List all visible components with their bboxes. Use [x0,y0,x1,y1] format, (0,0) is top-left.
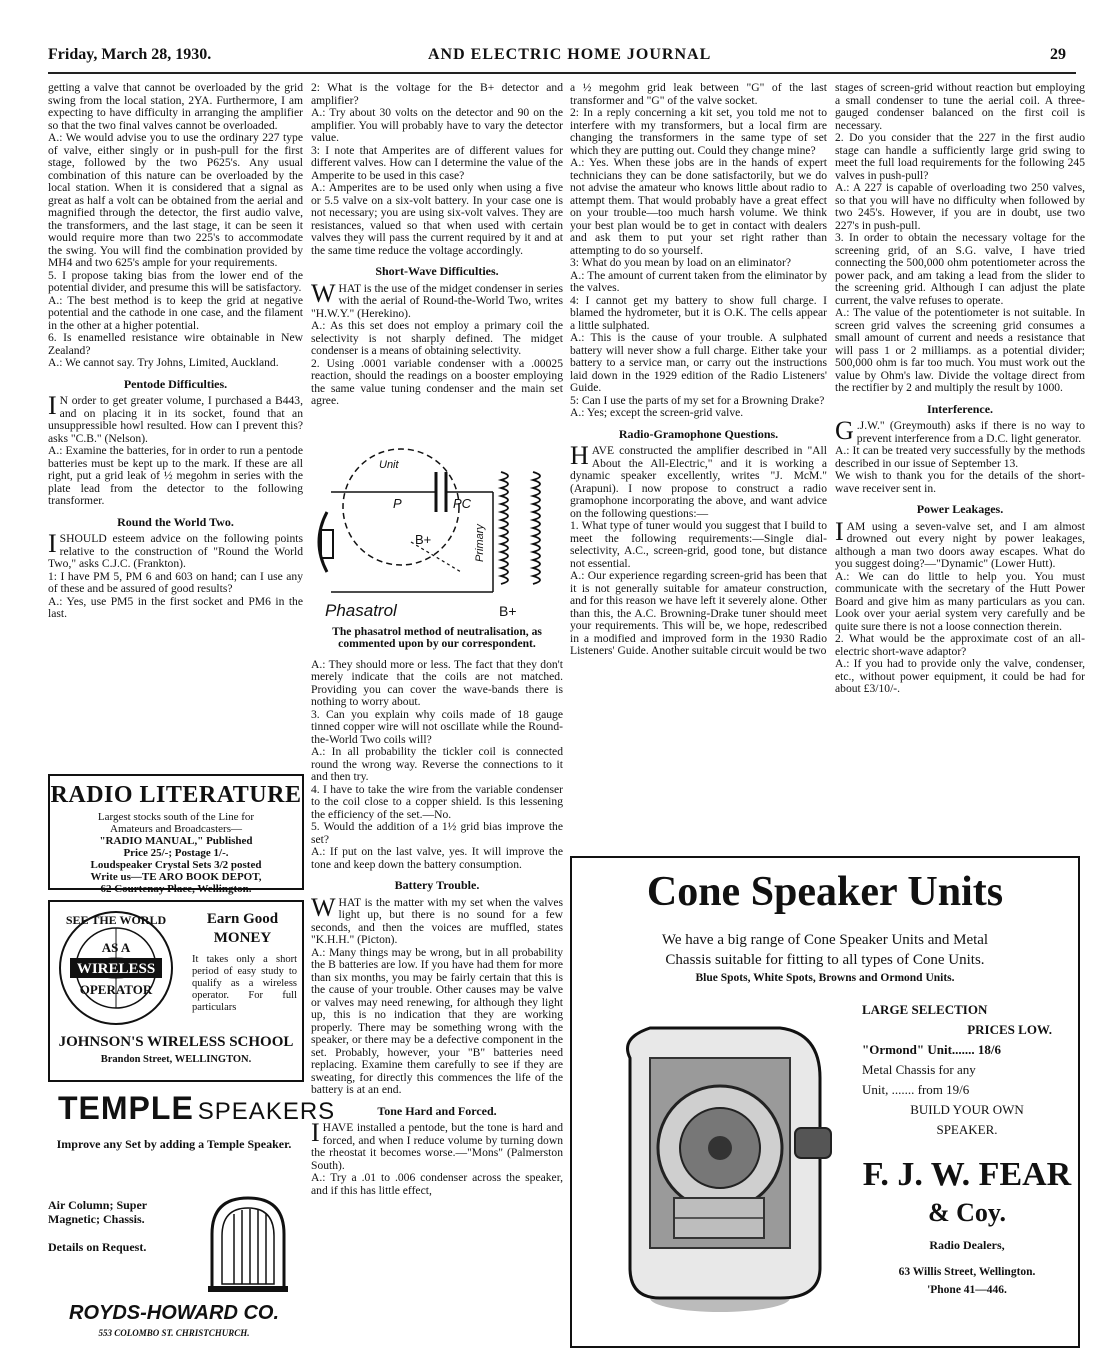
col4-para: 3. In order to obtain the necessary voltage for the screening grid, of an S.G. valve, I have tried connecting the 500,000 ohm potentiometer across the power pack, and am taking a lead from the slider to the screening grid. Although I can adjust the plate current, the valve refuses to operate. [835,231,1085,307]
col4-para: 2. Do you consider that the 227 in the first audio stage can handle a sufficiently large grid swing to meet the full load requirements for the following 245 valves in push-pull? [835,131,1085,182]
col1-para: 5. I propose taking bias from the lower end of the potential divider, and presume this will be satisfactory. [48,268,303,294]
earn-line: Earn Good [206,911,279,927]
drop-cap: I [48,391,57,420]
col3-para: A.: The amount of current taken from the eliminator by the valves. [570,268,827,294]
col3-para: a ½ megohm grid leak between "G" of the last transformer and "G" of the valve socket. [570,82,827,107]
temple-name-text: TEMPLE [58,1090,194,1126]
firm-name: F. J. W. FEAR [862,1156,1072,1193]
header-date: Friday, March 28, 1930. [48,46,212,63]
ad-line: Price 25/-; Postage 1/-. [123,847,229,859]
fig-primary-label: Primary [474,523,486,562]
drop-cap: H [570,441,589,470]
cone-title: Cone Speaker Units [646,869,1004,915]
heading-round-world: Round the World Two. [117,514,234,529]
cone-line: We have a big range of Cone Speaker Units and Metal [661,932,989,948]
fig-pc-label: PC [453,495,472,511]
firm-phone: 'Phone 41—446. [927,1284,1007,1296]
heading-pentode: Pentode Difficulties. [123,376,228,391]
phasatrol-circuit-diagram [311,412,561,622]
seal-top-text: SEE THE WORLD [65,913,167,927]
col4-para: stages of screen-grid without reaction but employing a small condenser to tune the aerial coil. A three-gauged condenser balanced on the first coil is necessary. [835,82,1085,132]
ad-body [50,811,302,895]
col3-para: A.: Yes. When these jobs are in the hands of expert technicians they can be done satisfactorily, but we do not advise the amateur who knows little about radio to attempt them. That would probably have a great effect on your trouble—too much harsh volume. We think your best plan would be to get in contact with dealers and ask them to put your set right rather than attempting to do so yourself. [570,156,827,257]
speaker-label: SPEAKER. [936,1122,998,1137]
cone-offer [862,1000,1072,1140]
col1-para: A.: Examine the batteries, for in order to run a pentode batteries must be kept up to the mark. If these are all right, put a grid leak of ½ megohm in series with the plate lead from the detector to the following transformer. [48,444,303,507]
col3-para [570,441,827,520]
col2-para: A.: As this set does not employ a primary coil the selectivity is not sharply defined. The midget condenser is a means of obtaining selectivity. [311,319,563,357]
drop-cap: I [48,529,57,558]
col2-para: 2: What is the voltage for the B+ detector and amplifier? [311,82,563,107]
fig-p-label: P [393,495,402,511]
col1-text: SHOULD esteem advice on the following points relative to the construction of "Round the World Two," asks C.J.C. (Frankton). [48,532,303,570]
heading-radio-gramophone: Radio-Gramophone Questions. [618,426,779,441]
col2-para: 5. Would the addition of a 1½ grid bias improve the set? [311,820,563,846]
fig-bplus-label: B+ [415,531,432,547]
earn-line: MONEY [213,930,272,946]
col2-para: A.: Try a .01 to .006 condenser across the speaker, and if this has little effect, [311,1171,563,1197]
globe-seal-icon [56,908,176,1028]
seal-operator-text: OPERATOR [79,982,153,997]
radio-cabinet-icon [198,1194,298,1294]
figure-caption: The phasatrol method of neutralisation, as commented upon by our correspondent. [332,624,542,650]
col1-para [48,391,303,445]
column-2 [311,82,563,1350]
col2-para: 4. I have to take the wire from the variable condenser to the coil close to a copper shield. Is this lessening the efficiency of the set.—No. [311,782,563,821]
drop-cap: G [835,416,854,445]
col3-para: 4: I cannot get my battery to show full charge. I blamed the hydrometer, but it is O.K. The cells appear a little sulphated. [570,293,827,332]
col1-para: 1: I have PM 5, PM 6 and 603 on hand; can I use any of these and be assured of good results? [48,569,303,595]
fig-phasatrol-label: Phasatrol [325,600,397,620]
col4-text: .J.W." (Greymouth) asks if there is no way to prevent interference from a D.C. light generator. [856,419,1085,445]
ormond-price: "Ormond" Unit....... 18/6 [862,1042,1002,1057]
col2-para: 3. Can you explain why coils made of 18 gauge tinned copper wire will not oscillate while the Round-the-World Two coils will? [311,707,563,746]
drop-cap: I [835,516,844,546]
heading-tone: Tone Hard and Forced. [377,1103,497,1118]
col4-para: A.: A 227 is capable of overloading two 250 valves, so that you will have no difficulty when followed by two 245's. However, if you are in doubt, use two 227's in push-pull. [835,181,1085,232]
header-title: AND ELECTRIC HOME JOURNAL [428,46,712,63]
col1-para: getting a valve that cannot be overloaded by the grid swing from the local station, 2YA. Furthermore, I am expecting to have difficulty in arranging the amplifier so that the two final valves cannot be overloaded. [48,82,303,132]
col3-para: 3: What do you mean by load on an eliminator? [570,256,791,269]
temple-firm-name: ROYDS-HOWARD CO. [69,1302,279,1324]
ad-line: "RADIO MANUAL," Published [99,835,253,847]
ad-line: Amateurs and Broadcasters— [110,823,242,835]
temple-features [48,1198,198,1254]
speaker-unit-icon [590,998,850,1328]
drop-cap: W [311,278,336,308]
firm-address: 63 Willis Street, Wellington. [898,1266,1036,1278]
temple-firm-address: 553 COLOMBO ST. CHRISTCHURCH. [98,1328,250,1338]
temple-speakers-text: SPEAKERS [197,1098,336,1125]
col3-para: 2: In a reply concerning a kit set, you told me not to interfere with my transformers, but a local firm are changing the transformers in the same type of set which they are putting out. Could they change mine? [570,106,827,157]
col2-para: A.: They should more or less. The fact that they don't merely indicate that the coils are not matched. Providing you can cover the wave-bands there is nothing to worry about. [311,657,563,708]
col4-para: 2. What would be the approximate cost of an all-electric short-wave adaptor? [835,632,1085,658]
school-address: Brandon Street, WELLINGTON. [100,1054,252,1065]
temple-brand [58,1090,336,1127]
temple-line: Air Column; Super [48,1198,148,1212]
col2-para: 3: I note that Amperites are of different values for different valves. How can I determine the value of the Amperite to be used in this case? [311,143,563,182]
col4-para [835,516,1085,571]
heading-battery: Battery Trouble. [394,878,480,892]
column-3 [570,82,827,837]
col2-para [311,278,563,321]
ad-line: Write us—TE ARO BOOK DEPOT, [90,871,262,883]
col2-para: 2. Using .0001 variable condenser with a .00025 reaction, should the readings on a booster employing the same value tuning condenser and the main set agree. [311,356,563,407]
col1-para: 6. Is enamelled resistance wire obtainable in New Zealand? [48,331,303,357]
fig-unit-label: Unit [379,458,399,471]
col3-para: A.: This is the cause of your trouble. A sulphated battery will never show a full charge. Either take your battery to a service man, or carry out the instructions laid down in the 1929 edition of the Radio Listeners' Guide. [570,331,827,394]
col2-para [311,892,563,947]
col1-text: N order to get greater volume, I purchased a B443, and on placing it in its socket, found that an unsuppressible howl resulted. How can I prevent this? asks "C.B." (Nelson). [48,394,303,445]
ad-title: RADIO LITERATURE [50,782,302,808]
col1-para: A.: The best method is to keep the grid at negative potential and the cathode in one case, and the filament in the other at a higher potential. [48,293,303,332]
temple-line: Details on Request. [48,1240,147,1254]
heading-short-wave: Short-Wave Difficulties. [375,264,499,278]
col2-text: HAT is the matter with my set when the valves light up, but there is no sound for a few seconds, and then the voices are muffled, states "K.H.H." (Picton). [311,895,563,946]
drop-cap: W [311,892,336,922]
ad-temple-speakers [40,1090,336,1350]
col3-text: AVE constructed the amplifier described in "All About the All-Electric," and it is working a dynamic speaker excellently, writes "J. McM." (Arapuni). I now propose to construct a radio gramophone incorporating the above, and want advice on the following questions:— [570,444,827,520]
fig-bplus-bottom-label: B+ [499,602,517,619]
col4-text: AM using a seven-valve set, and I am almost drowned out every night by power leakages, although a man two doors away escapes. What do you suggest doing?—"Dynamic" (Lower Hutt). [835,519,1085,570]
col2-para [311,1118,563,1172]
ad-line: 62 Courtenay Place, Wellington. [100,883,252,895]
large-selection: LARGE SELECTION [862,1002,988,1017]
col4-para: We wish to thank you for the details of the short-wave receiver sent in. [835,469,1085,495]
col1-para [48,529,303,571]
school-name: JOHNSON'S WIRELESS SCHOOL [58,1034,294,1050]
temple-line: Magnetic; Chassis. [48,1212,145,1226]
heading-interference: Interference. [926,401,994,416]
col3-para: A.: Yes; except the screen-grid valve. [570,406,744,419]
col4-para: A.: We can do little to help you. You must communicate with the secretary of the Hutt Power Board and give him as many particulars as you can. Look over your aerial system very carefully and be quite sure there is not a loose connection therein. [835,569,1085,633]
col1-para: A.: We cannot say. Try Johns, Limited, Auckland. [48,356,279,369]
ad-cone-speaker-units [570,856,1080,1348]
col3-para: 5: Can I use the parts of my set for a Browning Drake? [570,393,825,407]
page-header [48,38,1076,74]
firm-dealers: Radio Dealers, [929,1238,1005,1252]
metal-chassis: Metal Chassis for any [862,1062,976,1077]
ad-radio-literature [48,774,304,895]
col4-para: A.: It can be treated very successfully by the methods described in our issue of September 13. [835,444,1085,470]
col3-para: A.: Our experience regarding screen-grid has been that it is not generally suitable for amateur construction, and for this reason we have left it severely alone. Other than this, the A.C. Browning-Drake tuner should meet your requirements. This will be, we hope, redescribed in a modified and improved form in the 1930 Radio Listeners' Guide. Another suitable circuit would be two [570,569,827,657]
column-1 [48,82,303,768]
ad-line: Largest stocks south of the Line for [97,811,255,823]
build-your-own: BUILD YOUR OWN [910,1102,1024,1117]
prices-low: PRICES LOW. [967,1022,1052,1037]
heading-power-leakages: Power Leakages. [916,502,1004,516]
col3-para: 1. What type of tuner would you suggest that I build to meet the following requirements:—Single dial-selectivity, A.C., screen-grid, good tone, but distance not essential. [570,519,827,570]
ad-line: Loudspeaker Crystal Sets 3/2 posted [90,859,262,871]
seal-mid-text: AS A [101,940,131,955]
column-4 [835,82,1085,837]
cone-brands: Blue Spots, White Spots, Browns and Ormond Units. [695,972,955,984]
temple-subtitle: Improve any Set by adding a Temple Speaker. [56,1137,292,1151]
firm-coy: & Coy. [928,1198,1006,1227]
col2-text: HAVE installed a pentode, but the tone is hard and forced, and when I reduce volume by turning down the rheostat it becomes worse.—"Mons" (Palmerston South). [311,1121,563,1172]
col4-para: A.: If you had to provide only the valve, condenser, etc., without power equipment, it could be had for about £3/10/-. [835,657,1085,695]
col2-para: A.: Amperites are to be used only when using a five or 5.5 valve on a six-volt battery. In your case one is not necessary; you are using six-volt valves. They are resistances, valued so that when used with certain valves they will pass the current required by it and at the same time reduce the voltage accordingly. [311,181,563,257]
col1-para: A.: We would advise you to use the ordinary 227 type of valve, either singly or in push-pull for the first stage, followed by the two P625's. Any usual combination of this nature can be overloaded by the local station. When it is considered that a signal as great as half a volt can be obtained from the aerial and magnified through the detector, the first audio valve, the transformers, and the last stage, it can be seen it would require more than two 225's to accommodate the swing. You will find the combination provided by MH4 and two 625's ample for your requirements. [48,131,303,269]
seal-wireless-text: WIRELESS [76,961,156,977]
drop-cap: I [311,1118,320,1147]
col4-para: A.: The value of the potentiometer is not suitable. In screen grid valves the screening grid consumes a small amount of current and needs a resistance that will pass 1 or 2 milliamps. as a potential divider; 500,000 ohm is far too much. You must work out the value by Ohm's law. Divide the voltage direct from the rectifier by 2 and multiply the result by 1000. [835,306,1085,394]
col2-para: A.: Try about 30 volts on the detector and 90 on the amplifier. You will probably have to vary the detector value. [311,106,563,144]
col2-para: A.: If put on the last valve, yes. It will improve the tone and keep down the battery consumption. [311,845,563,871]
col4-para [835,416,1085,445]
page-number: 29 [1050,46,1066,63]
col1-para: A.: Yes, use PM5 in the first socket and PM6 in the last. [48,594,303,620]
ad-headline [190,910,295,948]
ad-small-text: It takes only a short period of easy study to qualify as a wireless operator. For full particulars [192,954,297,1013]
col2-para: A.: Many things may be wrong, but in all probability the B batteries are low. If you have had them for more than six months, you may be fairly certain that this is the cause of your trouble. Other causes may be valve or valves may need renewing, for although they light up, this is no indication that they are working properly. There may be something wrong with the speaker, or there may be a defective component in the set. Probably, however, your "B" batteries need replacing. Examine them carefully to see if they are sweating, for directly this commences the life of the battery is at an end. [311,945,563,1096]
col2-text: HAT is the use of the midget condenser in series with the aerial of Round-the-World Two, writes "H.W.Y." (Herekino). [311,281,563,320]
col2-para: A.: In all probability the tickler coil is connected round the wrong way. Reverse the connections to it and then try. [311,745,563,783]
cone-line: Chassis suitable for fitting to all types of Cone Units. [665,952,985,968]
ad-johnsons-school [48,900,304,1082]
metal-price: Unit, ....... from 19/6 [862,1082,970,1097]
